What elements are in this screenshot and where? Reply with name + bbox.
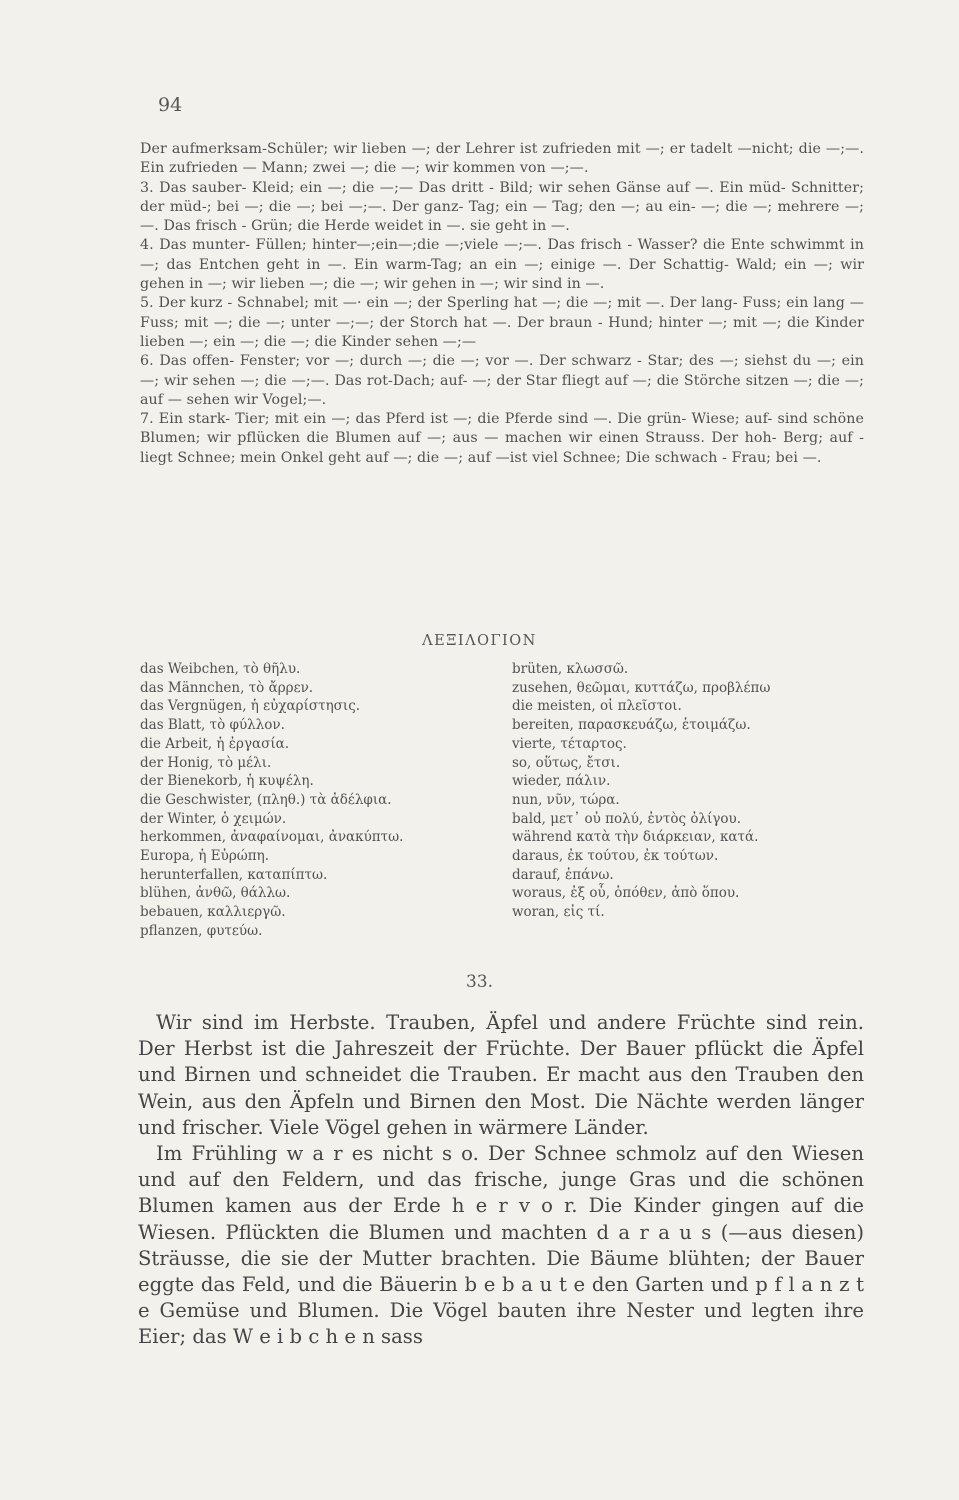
vocab-entry: wieder, πάλιν. [512,773,611,790]
reading-paragraph: Wir sind im Herbste. Trauben, Äpfel und andere Früchte sind rein. Der Herbst ist die Jahreszeit der Früchte. Der Bauer pflückt die Äpfel und Birnen und schneidet die Trauben. Er macht aus den Trauben den Wein, aus den Äpfeln und Birnen den Most. Die Nächte werden länger und frischer. Viele Vögel gehen in wärmere Länder. [138,1011,864,1139]
vocab-entry: pflanzen, φυτεύω. [140,922,263,939]
vocab-entry: herkommen, ἀναφαίνομαι, ἀνακύπτω. [140,829,404,846]
vocab-entry: bebauen, καλλιεργῶ. [140,904,286,921]
vocab-entry: brüten, κλωσσῶ. [512,661,629,677]
vocab-entry: das Männchen, τὸ ἄρρεν. [140,679,314,696]
vocab-entry: die meisten, οἱ πλεῖστοι. [512,698,682,715]
vocab-entry: der Winter, ὁ χειμών. [140,810,287,827]
vocab-entry: vierte, τέταρτος. [512,735,627,752]
vocab-entry: blühen, ἀνθῶ, θάλλω. [140,885,291,902]
vocab-entry: darauf, ἐπάνω. [512,866,614,883]
vocab-entry: während κατὰ τὴν διάρκειαν, κατά. [512,829,759,846]
vocabulary-right-column [512,660,872,922]
vocab-entry: so, οὕτως, ἔτσι. [512,754,621,771]
vocab-entry: die Geschwister, (πληθ.) τὰ ἀδέλφια. [140,791,392,808]
vocab-entry: woran, εἰς τί. [512,904,605,921]
vocab-entry: der Bienekorb, ἡ κυψέλη. [140,773,314,790]
vocab-entry: daraus, ἐκ τούτου, ἐκ τούτων. [512,848,719,865]
vocab-entry: herunterfallen, καταπίπτω. [140,866,328,883]
vocab-entry: das Vergnügen, ἡ εὐχαρίστησις. [140,698,361,715]
exercise-paragraph: 5. Der kurz - Schnabel; mit —· ein —; der Sperling hat —; die —; mit —. Der lang- Fuss; ein lang — Fuss; mit —; die —; unter —;—; der Storch hat —. Der braun - Hund; hinter —; mit —; die Kinder lieben —; ein —; die —; die Kinder sehen —;— [140,295,864,350]
exercise-paragraph: 7. Ein stark- Tier; mit ein —; das Pferd ist —; die Pferde sind —. Die grün- Wiese; auf- sind schöne Blumen; wir pflücken die Blumen auf —; aus — machen wir einen Strauss. Der hoh- Berg; auf - liegt Schnee; mein Onkel geht auf —; die —; auf —ist viel Schnee; Die schwach - Frau; bei —. [140,411,864,466]
vocab-entry: das Weibchen, τὸ θῆλυ. [140,661,301,677]
vocab-entry: das Blatt, τὸ φύλλον. [140,717,285,734]
reading-paragraph: Im Frühling w a r es nicht s o. Der Schnee schmolz auf den Wiesen und auf den Feldern, und das frische, junge Gras und die schönen Blumen kamen aus der Erde h e r v o r. Die Kinder gingen auf die Wiesen. Pflückten die Blumen und machten d a r a u s (—aus diesen) Sträusse, die sie der Mutter brachten. Die Bäume blühten; der Bauer eggte das Feld, und die Bäuerin b e b a u t e den Garten und p f l a n z t e Gemüse und Blumen. Die Vögel bauten ihre Nester und legten ihre Eier; das W e i b c h e n sass [138,1142,864,1349]
exercise-paragraph: Der aufmerksam-Schüler; wir lieben —; der Lehrer ist zufrieden mit —; er tadelt —nicht; die —;—. Ein zufrieden — Mann; zwei —; die —; wir kommen von —;—. [140,141,864,177]
vocab-entry: bereiten, παρασκευάζω, ἑτοιμάζω. [512,717,751,734]
vocab-entry: die Arbeit, ἡ ἐργασία. [140,735,290,752]
vocab-entry: woraus, ἐξ οὗ, ὁπόθεν, ἀπὸ ὅπου. [512,885,740,902]
vocab-entry: bald, μετ᾽ οὐ πολύ, ἐντὸς ὀλίγου. [512,810,742,827]
exercise-paragraph: 4. Das munter- Füllen; hinter—;ein—;die —;viele —;—. Das frisch - Wasser? die Ente schwimmt in —; das Entchen geht in —. Ein warm-Tag; an ein —; einige —. Der Schattig- Wald; ein —; wir gehen in —; wir lieben —; die —; wir gehen in —; wir sind in —. [140,237,864,293]
reading-text [138,1010,864,1351]
vocab-entry: Europa, ἡ Εὐρώπη. [140,848,270,865]
exercise-paragraph: 6. Das offen- Fenster; vor —; durch —; die —; vor —. Der schwarz - Star; des —; siehst du —; ein —; wir sehen —; die —;—. Das rot-Dach; auf- —; der Star fliegt auf —; die Störche sitzen —; die —; auf — sehen wir Vogel;—. [140,353,864,408]
vocabulary-heading: ΛΕΞΙΛΟΓΙΟΝ [422,633,537,649]
reading-number: 33. [465,972,494,992]
vocab-entry: der Honig, τὸ μέλι. [140,754,272,771]
exercise-paragraph: 3. Das sauber- Kleid; ein —; die —;— Das dritt - Bild; wir sehen Gänse auf —. Ein müd- Schnitter; der müd-; bei —; die —; bei —;—. Der ganz- Tag; ein — Tag; den —; au ein- —; die —; mehrere —;—. Das frisch - Grün; die Herde weidet in —. sie geht in —. [140,179,864,235]
vocab-entry: nun, νῦν, τώρα. [512,791,620,808]
exercise-block [140,140,864,468]
vocab-entry: zusehen, θεῶμαι, κυττάζω, προβλέπω [512,679,771,696]
page-number: 94 [158,94,183,116]
vocabulary-left-column [140,660,500,941]
